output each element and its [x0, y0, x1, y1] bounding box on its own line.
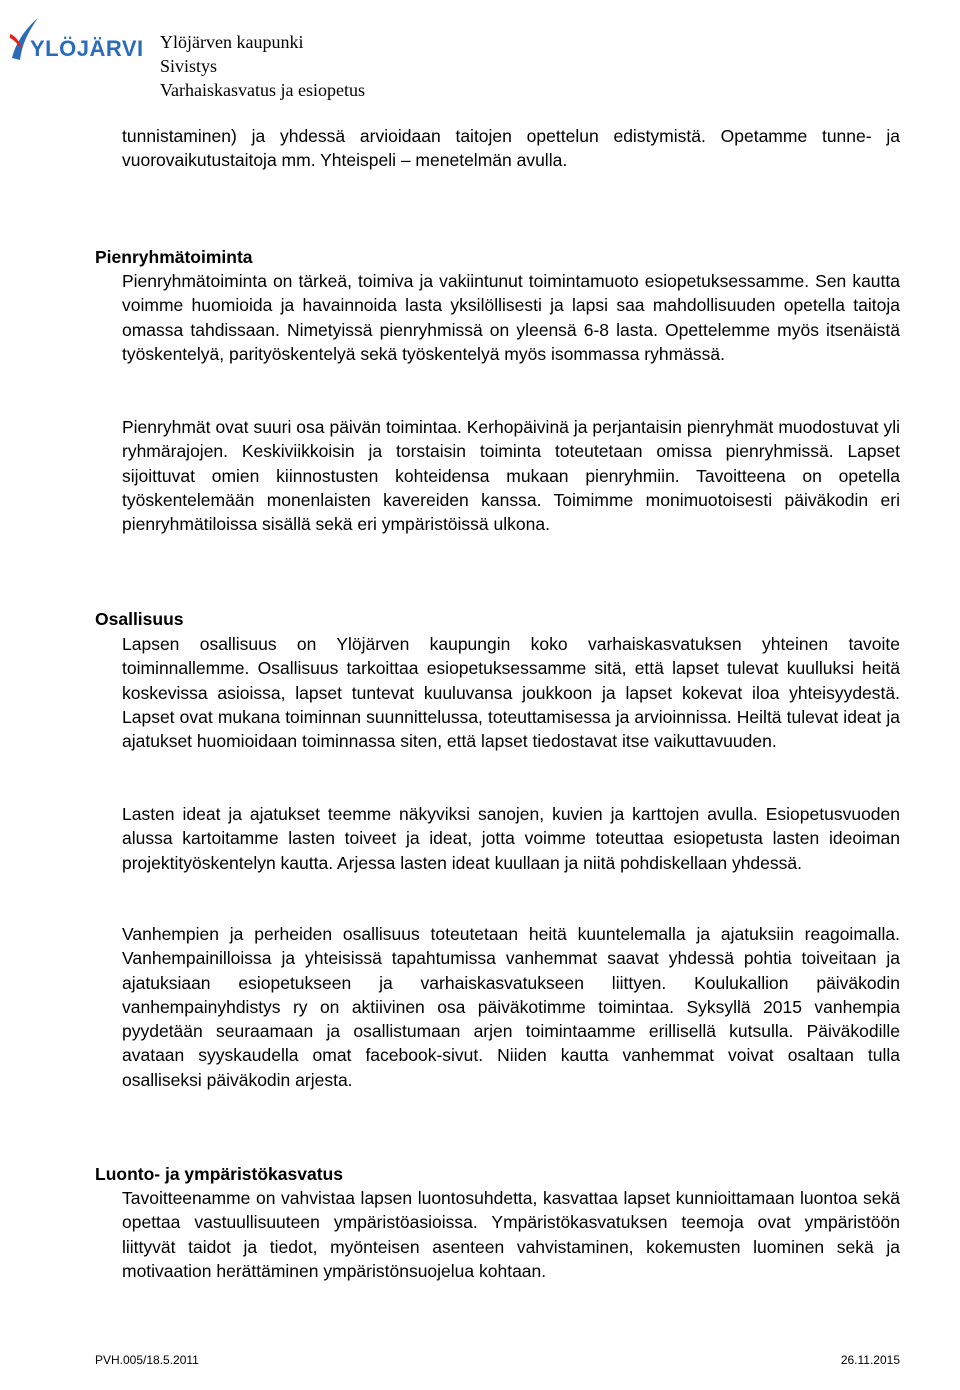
org-city: Ylöjärven kaupunki [160, 32, 304, 52]
org-division: Sivistys [160, 56, 218, 76]
footer-document-id: PVH.005/18.5.2011 [95, 1353, 199, 1367]
heading-osallisuus: Osallisuus [95, 609, 184, 629]
luonto-paragraph-1: Tavoitteenamme on vahvistaa lapsen luontosuhdetta, kasvattaa lapset kunnioittamaan luontoa sekä opettaa vastuullisuuteen ympäristöasioissa. Ympäristökasvatuksen teemoja ovat ympäristöön liittyvät taidot ja tiedot, myönteisen asenteen vahvistaminen, kokemusten luominen sekä ja motivaation herättäminen ympäristönsuojelua kohtaan. [122, 1188, 900, 1281]
heading-luonto: Luonto- ja ympäristökasvatus [95, 1164, 343, 1184]
org-unit: Varhaiskasvatus ja esiopetus [160, 80, 365, 100]
osallisuus-paragraph-2: Lasten ideat ja ajatukset teemme näkyviksi sanojen, kuvien ja karttojen avulla. Esiopetusvuoden alussa kartoitamme lasten toiveet ja ideat, jotta voimme toteuttaa esiopetusta lasten ideoiman projektityöskentelyn kautta. Arjessa lasten ideat kuullaan ja niitä pohdiskellaan yhdessä. [122, 804, 900, 873]
osallisuus-paragraph-1: Lapsen osallisuus on Ylöjärven kaupungin koko varhaiskasvatuksen yhteinen tavoite toiminnallemme. Osallisuus tarkoittaa esiopetuksessamme sitä, että lapset tulevat kuulluksi heitä koskevissa asioissa, lapset tuntevat kuuluvansa joukkoon ja lapset kokevat iloa yhteisyydestä. Lapset ovat mukana toiminnan suunnittelussa, toteuttamisessa ja arvioinnissa. Heiltä tulevat ideat ja ajatukset huomioidaan toiminnassa siten, että lapset tiedostavat itse vaikuttavuuden. [122, 634, 900, 752]
ylojarvi-logo [8, 14, 158, 74]
osallisuus-paragraph-3: Vanhempien ja perheiden osallisuus toteutetaan heitä kuuntelemalla ja ajatuksiin reagoimalla. Vanhempainilloissa ja yhteisissä tapahtumissa vanhemmat saavat yhdessä pohtia toiveitaan ja ajatuksiaan esiopetukseen ja varhaiskasvatukseen liittyen. Koulukallion päiväkodin vanhempainyhdistys ry on aktiivinen osa päiväkotimme toimintaa. Syksyllä 2015 vanhempia pyydetään seuraamaan ja osallistumaan arjen toimintaamme erillisellä kutsulla. Päiväkodille avataan syyskaudella omat facebook-sivut. Niiden kautta vanhemmat voivat osaltaan tulla osalliseksi päiväkodin arjesta. [122, 924, 900, 1090]
organization-block [160, 30, 365, 102]
page-header [8, 14, 908, 104]
pienryhma-paragraph-1: Pienryhmätoiminta on tärkeä, toimiva ja vakiintunut toimintamuoto esiopetuksessamme. Sen kautta voimme huomioida ja havainnoida lasta yksilöllisesti ja lapsi saa mahdollisuuden opetella taitoja omassa tahdissaan. Nimetyissä pienryhmissä on yleensä 6-8 lasta. Opettelemme myös itsenäistä työskentelyä, parityöskentelyä sekä työskentelyä myös isommassa ryhmässä. [122, 271, 900, 364]
logo-text: YLÖJÄRVI [30, 36, 144, 61]
heading-pienryhmatoiminta: Pienryhmätoiminta [95, 247, 253, 267]
pienryhma-paragraph-2: Pienryhmät ovat suuri osa päivän toimintaa. Kerhopäivinä ja perjantaisin pienryhmät muodostuvat yli ryhmärajojen. Keskiviikkoisin ja torstaisin toiminta toteutetaan omissa pienryhmissä. Lapset sijoittuvat omien kiinnostusten kohteidensa mukaan pienryhmiin. Tavoitteena on opetella työskentelemään monenlaisten kavereiden kanssa. Toimimme monimuotoisesti päiväkodin eri pienryhmätiloissa sisällä sekä eri ympäristöissä ulkona. [122, 417, 900, 535]
intro-paragraph: tunnistaminen) ja yhdessä arvioidaan taitojen opettelun edistymistä. Opetamme tunne- ja vuorovaikutustaitoja mm. Yhteispeli – menetelmän avulla. [122, 126, 900, 171]
footer-date: 26.11.2015 [840, 1353, 900, 1367]
